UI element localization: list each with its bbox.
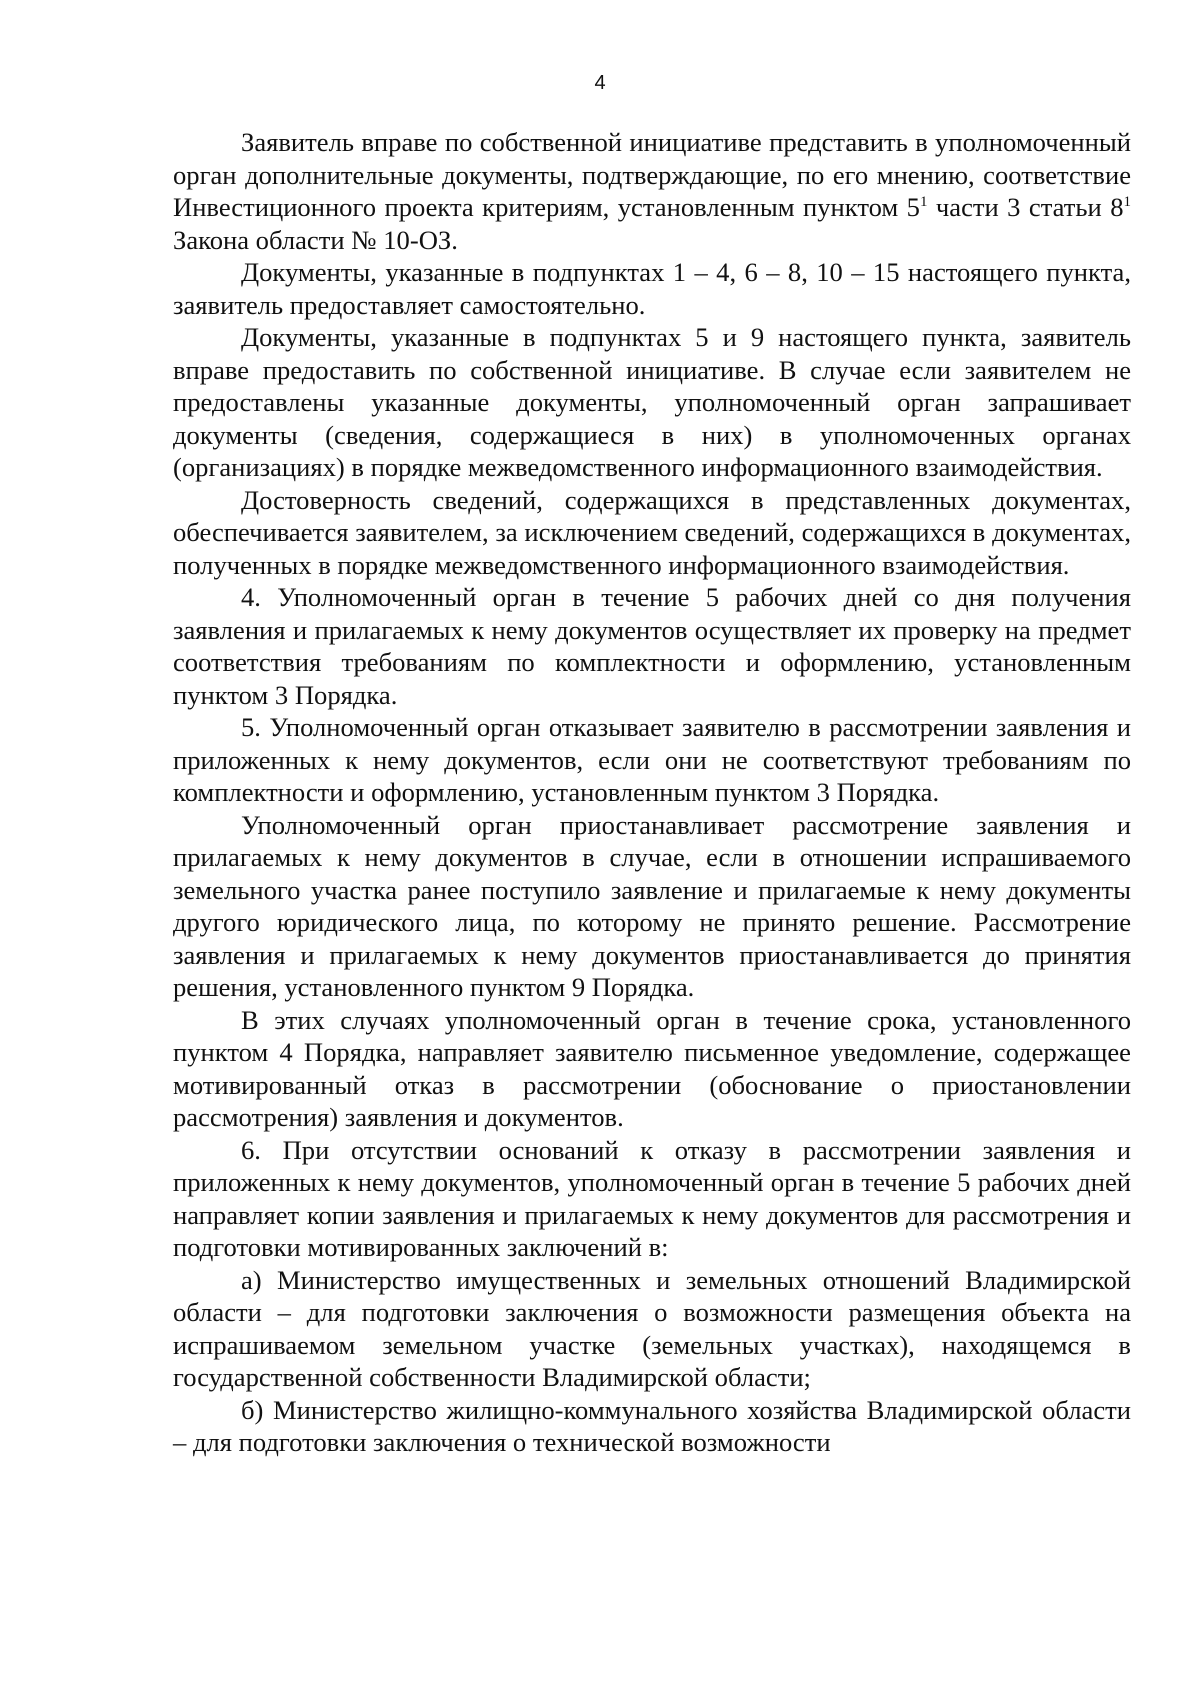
paragraph-1 [173, 126, 1131, 256]
paragraph-11: б) Министерство жилищно-коммунального хозяйства Владимирской области – для подготовки заключения о технической возможности [173, 1394, 1131, 1457]
paragraph-10: а) Министерство имущественных и земельных отношений Владимирской области – для подготовки заключения о возможности размещения объекта на испрашиваемом земельном участке (земельных участках), находящемся в государственной собственности Владимирской области; [173, 1264, 1131, 1392]
paragraph-7: Уполномоченный орган приостанавливает рассмотрение заявления и прилагаемых к нему документов в случае, если в отношении испрашиваемого земельного участка ранее поступило заявление и прилагаемые к нему документы другого юридического лица, по которому не принято решение. Рассмотрение заявления и прилагаемых к нему документов приостанавливается до принятия решения, установленного пунктом 9 Порядка. [173, 809, 1131, 1002]
paragraph-5: 4. Уполномоченный орган в течение 5 рабочих дней со дня получения заявления и прилагаемых к нему документов осуществляет их проверку на предмет соответствия требованиям по комплектности и оформлению, установленным пунктом 3 Порядка. [173, 582, 1131, 710]
page-number: 4 [594, 72, 606, 94]
paragraph-9: 6. При отсутствии оснований к отказу в рассмотрении заявления и приложенных к нему документов, уполномоченный орган в течение 5 рабочих дней направляет копии заявления и прилагаемых к нему документов для рассмотрения и подготовки мотивированных заключений в: [173, 1134, 1131, 1262]
paragraph-4: Достоверность сведений, содержащихся в представленных документах, обеспечивается заявителем, за исключением сведений, содержащихся в документах, полученных в порядке межведомственного информационного взаимодействия. [173, 484, 1131, 580]
paragraph-6: 5. Уполномоченный орган отказывает заявителю в рассмотрении заявления и приложенных к нему документов, если они не соответствуют требованиям по комплектности и оформлению, установленным пунктом 3 Порядка. [173, 712, 1131, 807]
paragraph-1-text-c: Закона области № 10-ОЗ. [173, 224, 458, 255]
paragraph-3: Документы, указанные в подпунктах 5 и 9 настоящего пункта, заявитель вправе предоставить по собственной инициативе. В случае если заявителем не предоставлены указанные документы, уполномоченный орган запрашивает документы (сведения, содержащиеся в них) в уполномоченных органах (организациях) в порядке межведомственного информационного взаимодействия. [173, 322, 1131, 482]
paragraph-2: Документы, указанные в подпунктах 1 – 4, 6 – 8, 10 – 15 настоящего пункта, заявитель предоставляет самостоятельно. [173, 257, 1131, 320]
paragraph-1-text-a: Заявитель вправе по собственной инициативе представить в уполномоченный орган дополнительные документы, подтверждающие, по его мнению, соответствие Инвестиционного проекта критериям, установленным пунктом 5 [173, 127, 1131, 222]
document-body [173, 126, 1131, 1459]
paragraph-8: В этих случаях уполномоченный орган в течение срока, установленного пунктом 4 Порядка, направляет заявителю письменное уведомление, содержащее мотивированный отказ в рассмотрении (обоснование о приостановлении рассмотрения) заявления и документов. [173, 1004, 1131, 1132]
paragraph-1-text-b: части 3 статьи 8 [927, 192, 1124, 222]
superscript-1: 1 [919, 194, 928, 210]
superscript-2: 1 [1123, 194, 1131, 210]
